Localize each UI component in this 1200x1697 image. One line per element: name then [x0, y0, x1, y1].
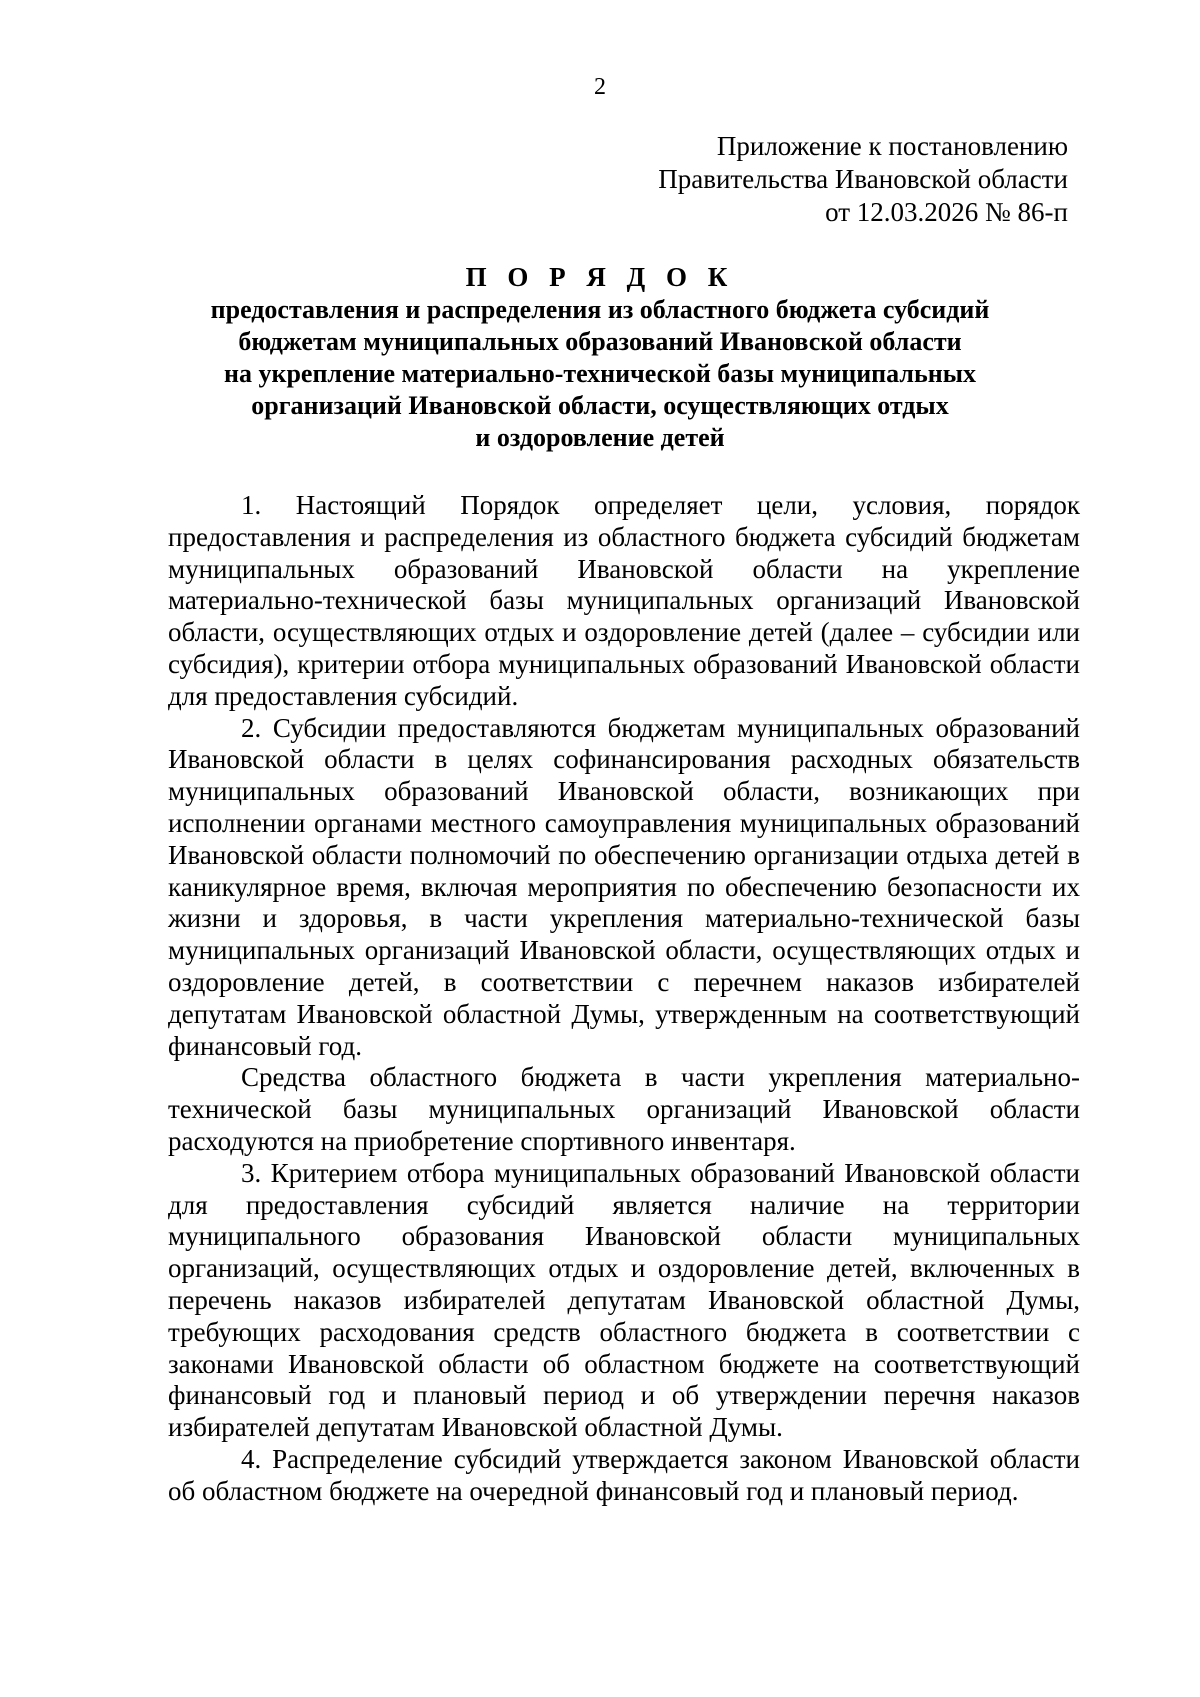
document-body [168, 490, 1080, 1508]
appendix-line-3: от 12.03.2026 № 86-п [825, 197, 1068, 227]
title-line-3: на укрепление материально-технической базы муниципальных [223, 359, 977, 388]
paragraph-2-continuation: Средства областного бюджета в части укрепления материально-технической базы муниципальных организаций Ивановской области расходуются на приобретение спортивного инвентаря. [168, 1062, 1080, 1156]
title-subtitle [150, 294, 1050, 454]
page-number: 2 [594, 74, 606, 100]
paragraph-1: 1. Настоящий Порядок определяет цели, условия, порядок предоставления и распределения из областного бюджета субсидий бюджетам муниципальных образований Ивановской области на укрепление материально-технической базы муниципальных организаций Ивановской области, осуществляющих отдых и оздоровление детей (далее – субсидии или субсидия), критерии отбора муниципальных образований Ивановской области для предоставления субсидий. [168, 490, 1080, 711]
document-title [150, 260, 1050, 454]
paragraph-3: 3. Критерием отбора муниципальных образований Ивановской области для предоставления субсидий является наличие на территории муниципального образования Ивановской области муниципальных организаций, осуществляющих отдых и оздоровление детей, включенных в перечень наказов избирателей депутатам Ивановской областной Думы, требующих расходования средств областного бюджета в соответствии с законами Ивановской области об областном бюджете на соответствующий финансовый год и плановый период и об утверждении перечня наказов избирателей депутатам Ивановской областной Думы. [168, 1157, 1080, 1443]
title-main: П О Р Я Д О К [465, 262, 735, 292]
title-line-5: и оздоровление детей [475, 423, 725, 452]
paragraph-4: 4. Распределение субсидий утверждается законом Ивановской области об областном бюджете на очередной финансовый год и плановый период. [168, 1443, 1080, 1506]
appendix-reference [548, 130, 1068, 229]
title-line-2: бюджетам муниципальных образований Ивановской области [238, 327, 962, 356]
appendix-line-1: Приложение к постановлению [716, 131, 1068, 161]
appendix-line-2: Правительства Ивановской области [658, 164, 1068, 194]
title-line-4: организаций Ивановской области, осуществляющих отдых [251, 391, 949, 420]
paragraph-2: 2. Субсидии предоставляются бюджетам муниципальных образований Ивановской области в целях софинансирования расходных обязательств муниципальных образований Ивановской области, возникающих при исполнении органами местного самоуправления муниципальных образований Ивановской области полномочий по обеспечению организации отдыха детей в каникулярное время, включая мероприятия по обеспечению безопасности их жизни и здоровья, в части укрепления материально-технической базы муниципальных организаций Ивановской области, осуществляющих отдых и оздоровление детей, в соответствии с перечнем наказов избирателей депутатам Ивановской областной Думы, утвержденным на соответствующий финансовый год. [168, 712, 1080, 1061]
title-line-1: предоставления и распределения из областного бюджета субсидий [210, 295, 990, 324]
